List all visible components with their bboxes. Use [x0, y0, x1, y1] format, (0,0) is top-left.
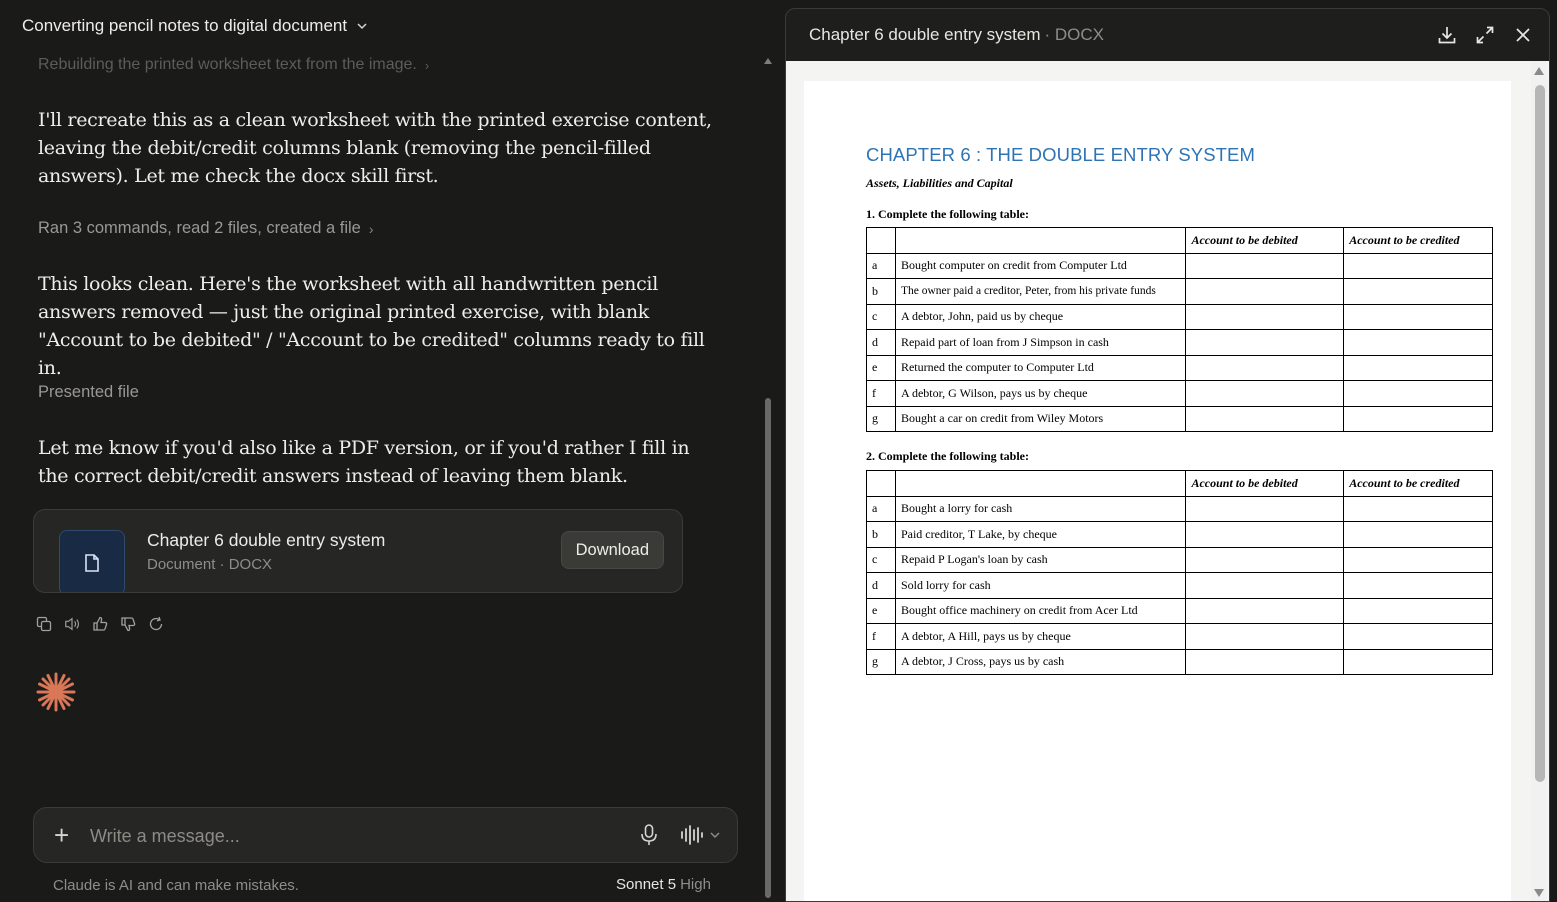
row-description: Bought a car on credit from Wiley Motors: [895, 406, 1185, 432]
scrollbar-thumb[interactable]: [1535, 85, 1545, 782]
speaker-icon[interactable]: [64, 615, 80, 633]
row-description: A debtor, G Wilson, pays us by cheque: [895, 381, 1185, 407]
credit-cell[interactable]: [1344, 381, 1493, 407]
voice-mode-button[interactable]: [680, 825, 720, 845]
row-description: Returned the computer to Computer Ltd: [895, 355, 1185, 381]
debit-cell[interactable]: [1186, 573, 1344, 599]
debit-cell[interactable]: [1186, 624, 1344, 650]
document-thumbnail: [59, 530, 125, 593]
assistant-message: This looks clean. Here's the worksheet with all handwritten pencil answers removed — just the original printed exercise, with blank "Account to be debited" / "Account to be credited" columns ready to fill in.: [38, 273, 705, 379]
credit-cell[interactable]: [1344, 330, 1493, 356]
table-row: [867, 547, 1493, 573]
chevron-down-icon: [357, 21, 367, 31]
disclaimer: Claude is AI and can make mistakes.: [53, 877, 299, 894]
table-row: [867, 496, 1493, 522]
credit-cell[interactable]: [1344, 624, 1493, 650]
credit-cell[interactable]: [1344, 406, 1493, 432]
table-header-cell: [895, 228, 1185, 254]
row-letter: b: [867, 522, 896, 548]
retry-icon[interactable]: [148, 615, 164, 633]
thumbs-up-icon[interactable]: [92, 615, 108, 633]
question-2-label: 2. Complete the following table:: [866, 449, 1029, 463]
row-letter: a: [867, 496, 896, 522]
debit-cell[interactable]: [1186, 598, 1344, 624]
row-letter: d: [867, 573, 896, 599]
chevron-right-icon: ›: [368, 220, 374, 237]
row-description: Bought office machinery on credit from Acer Ltd: [895, 598, 1185, 624]
row-description: Paid creditor, T Lake, by cheque: [895, 522, 1185, 548]
credit-cell[interactable]: [1344, 573, 1493, 599]
table-row: [867, 598, 1493, 624]
row-description: A debtor, A Hill, pays us by cheque: [895, 624, 1185, 650]
assistant-message: I'll recreate this as a clean worksheet with the printed exercise content, leaving the debit/credit columns blank (removing the pencil-filled answers). Let me check the docx skill first.: [38, 109, 712, 187]
model-name: Sonnet 5: [616, 876, 677, 893]
download-button[interactable]: Download: [561, 531, 664, 569]
debit-cell[interactable]: [1186, 496, 1344, 522]
row-letter: d: [867, 330, 896, 356]
conversation-title: Converting pencil notes to digital document: [22, 16, 348, 35]
table-header-cell: [895, 471, 1185, 497]
column-header-debit: Account to be debited: [1186, 228, 1344, 254]
table-row: [867, 304, 1493, 330]
file-attachment-card[interactable]: [33, 509, 683, 593]
table-row: [867, 522, 1493, 548]
table-header-row: [867, 471, 1493, 497]
credit-cell[interactable]: [1344, 253, 1493, 279]
chevron-right-icon: ›: [424, 57, 430, 73]
scroll-up-arrow-icon[interactable]: [1534, 67, 1544, 75]
row-description: Repaid part of loan from J Simpson in cash: [895, 330, 1185, 356]
debit-cell[interactable]: [1186, 381, 1344, 407]
chat-pane: [0, 0, 776, 902]
table-row: [867, 330, 1493, 356]
scroll-down-arrow-icon[interactable]: [1534, 889, 1544, 897]
voice-waveform-icon: [680, 825, 704, 845]
presented-file-label: Presented file: [38, 383, 139, 401]
debit-cell[interactable]: [1186, 330, 1344, 356]
close-icon[interactable]: [1513, 25, 1533, 45]
viewer-file-type: · DOCX: [1044, 25, 1105, 44]
debit-cell[interactable]: [1186, 649, 1344, 675]
credit-cell[interactable]: [1344, 355, 1493, 381]
table-header-cell: [867, 471, 896, 497]
table-row: [867, 355, 1493, 381]
credit-cell[interactable]: [1344, 496, 1493, 522]
copy-icon[interactable]: [36, 615, 52, 633]
row-letter: f: [867, 624, 896, 650]
row-letter: g: [867, 649, 896, 675]
conversation-title-menu[interactable]: [22, 14, 367, 38]
row-description: A debtor, J Cross, pays us by cash: [895, 649, 1185, 675]
document-page: [804, 81, 1511, 902]
credit-cell[interactable]: [1344, 649, 1493, 675]
thinking-summary-text: Rebuilding the printed worksheet text from the image.: [38, 56, 417, 73]
debit-cell[interactable]: [1186, 253, 1344, 279]
download-icon[interactable]: [1437, 25, 1457, 45]
model-selector[interactable]: [616, 876, 711, 893]
row-description: Bought computer on credit from Computer Ltd: [895, 253, 1185, 279]
column-header-credit: Account to be credited: [1344, 471, 1493, 497]
row-letter: c: [867, 304, 896, 330]
document-canvas: [786, 61, 1549, 902]
debit-cell[interactable]: [1186, 522, 1344, 548]
add-attachment-button[interactable]: +: [54, 820, 70, 850]
credit-cell[interactable]: [1344, 304, 1493, 330]
credit-cell[interactable]: [1344, 522, 1493, 548]
tool-steps-toggle[interactable]: [38, 219, 374, 238]
table-row: [867, 624, 1493, 650]
document-viewer: [785, 8, 1550, 902]
debit-cell[interactable]: [1186, 547, 1344, 573]
table-row: [867, 279, 1493, 305]
row-description: Sold lorry for cash: [895, 573, 1185, 599]
table-row: [867, 253, 1493, 279]
table-row: [867, 381, 1493, 407]
debit-cell[interactable]: [1186, 304, 1344, 330]
table-header-row: [867, 228, 1493, 254]
expand-icon[interactable]: [1475, 25, 1495, 45]
row-letter: e: [867, 355, 896, 381]
debit-cell[interactable]: [1186, 355, 1344, 381]
chat-scrollbar[interactable]: [764, 58, 772, 902]
question-1-table: [866, 227, 1493, 432]
scrollbar-thumb[interactable]: [765, 398, 771, 898]
tool-steps-label: Ran 3 commands, read 2 files, created a file: [38, 219, 361, 237]
message-actions: [36, 615, 164, 633]
thumbs-down-icon[interactable]: [120, 615, 136, 633]
claude-spark-icon: [36, 672, 76, 712]
row-letter: f: [867, 381, 896, 407]
column-header-credit: Account to be credited: [1344, 228, 1493, 254]
document-subheading: Assets, Liabilities and Capital: [866, 176, 1013, 190]
credit-cell[interactable]: [1344, 547, 1493, 573]
debit-cell[interactable]: [1186, 406, 1344, 432]
question-2-table: [866, 470, 1493, 675]
table-row: [867, 649, 1493, 675]
document-icon: [84, 554, 100, 572]
message-input[interactable]: [90, 822, 610, 850]
viewer-title: Chapter 6 double entry system: [809, 25, 1041, 44]
row-letter: a: [867, 253, 896, 279]
row-letter: c: [867, 547, 896, 573]
document-scrollbar[interactable]: [1531, 61, 1547, 902]
file-name: Chapter 6 double entry system: [147, 530, 386, 550]
credit-cell[interactable]: [1344, 279, 1493, 305]
table-header-cell: [867, 228, 896, 254]
row-description: The owner paid a creditor, Peter, from his private funds: [895, 279, 1185, 305]
scroll-up-arrow-icon[interactable]: [764, 58, 772, 64]
file-meta: Document · DOCX: [147, 556, 273, 573]
thinking-summary[interactable]: [38, 56, 429, 74]
row-description: A debtor, John, paid us by cheque: [895, 304, 1185, 330]
message-composer: [33, 807, 738, 863]
table-row: [867, 573, 1493, 599]
row-description: Repaid P Logan's loan by cash: [895, 547, 1185, 573]
table-row: [867, 406, 1493, 432]
document-heading: CHAPTER 6 : THE DOUBLE ENTRY SYSTEM: [866, 144, 1256, 165]
row-letter: b: [867, 279, 896, 305]
row-letter: e: [867, 598, 896, 624]
viewer-header: [786, 9, 1549, 61]
model-effort: High: [680, 876, 711, 893]
row-letter: g: [867, 406, 896, 432]
chevron-down-icon: [710, 831, 720, 839]
assistant-message: Let me know if you'd also like a PDF version, or if you'd rather I fill in the correct debit/credit answers instead of leaving them blank.: [38, 437, 690, 487]
row-description: Bought a lorry for cash: [895, 496, 1185, 522]
debit-cell[interactable]: [1186, 279, 1344, 305]
microphone-icon[interactable]: [640, 824, 658, 846]
credit-cell[interactable]: [1344, 598, 1493, 624]
column-header-debit: Account to be debited: [1186, 471, 1344, 497]
question-1-label: 1. Complete the following table:: [866, 207, 1029, 221]
